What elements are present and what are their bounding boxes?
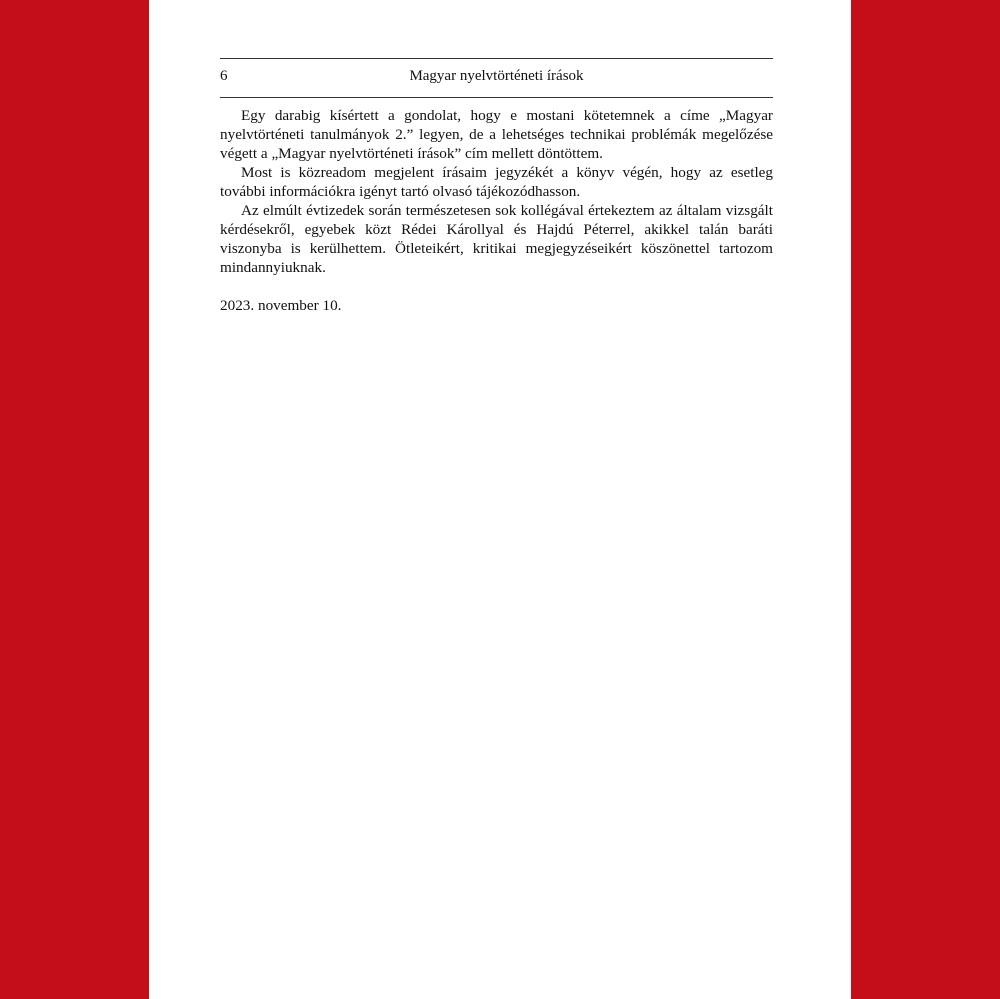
page-content <box>220 0 773 315</box>
running-title: Magyar nyelvtörténeti írások <box>409 68 584 84</box>
body-text <box>220 106 773 277</box>
header-bottom-rule <box>220 97 773 98</box>
book-page <box>149 0 851 999</box>
paragraph: Most is közreadom megjelent írásaim jegyzékét a könyv végén, hogy az esetleg további információkra igényt tartó olvasó tájékozódhasson. <box>220 164 773 200</box>
page-number: 6 <box>220 68 228 84</box>
paragraph: Az elmúlt évtizedek során természetesen sok kollégával értekeztem az általam vizsgált kérdésekről, egyebek közt Rédei Károllyal és Hajdú Péterrel, akikkel talán baráti viszonyba is kerülhettem. Ötleteikért, kritikai megjegyzéseikért köszönettel tartozom mindannyiuknak. <box>220 202 773 276</box>
paragraph: Egy darabig kísértett a gondolat, hogy e mostani kötetemnek a címe „Magyar nyelvtörténeti tanulmányok 2.” legyen, de a lehetséges technikai problémák megelőzése végett a „Magyar nyelvtörténeti írások” cím mellett döntöttem. <box>220 107 773 162</box>
date-line: 2023. november 10. <box>220 297 342 314</box>
running-header <box>220 59 773 97</box>
